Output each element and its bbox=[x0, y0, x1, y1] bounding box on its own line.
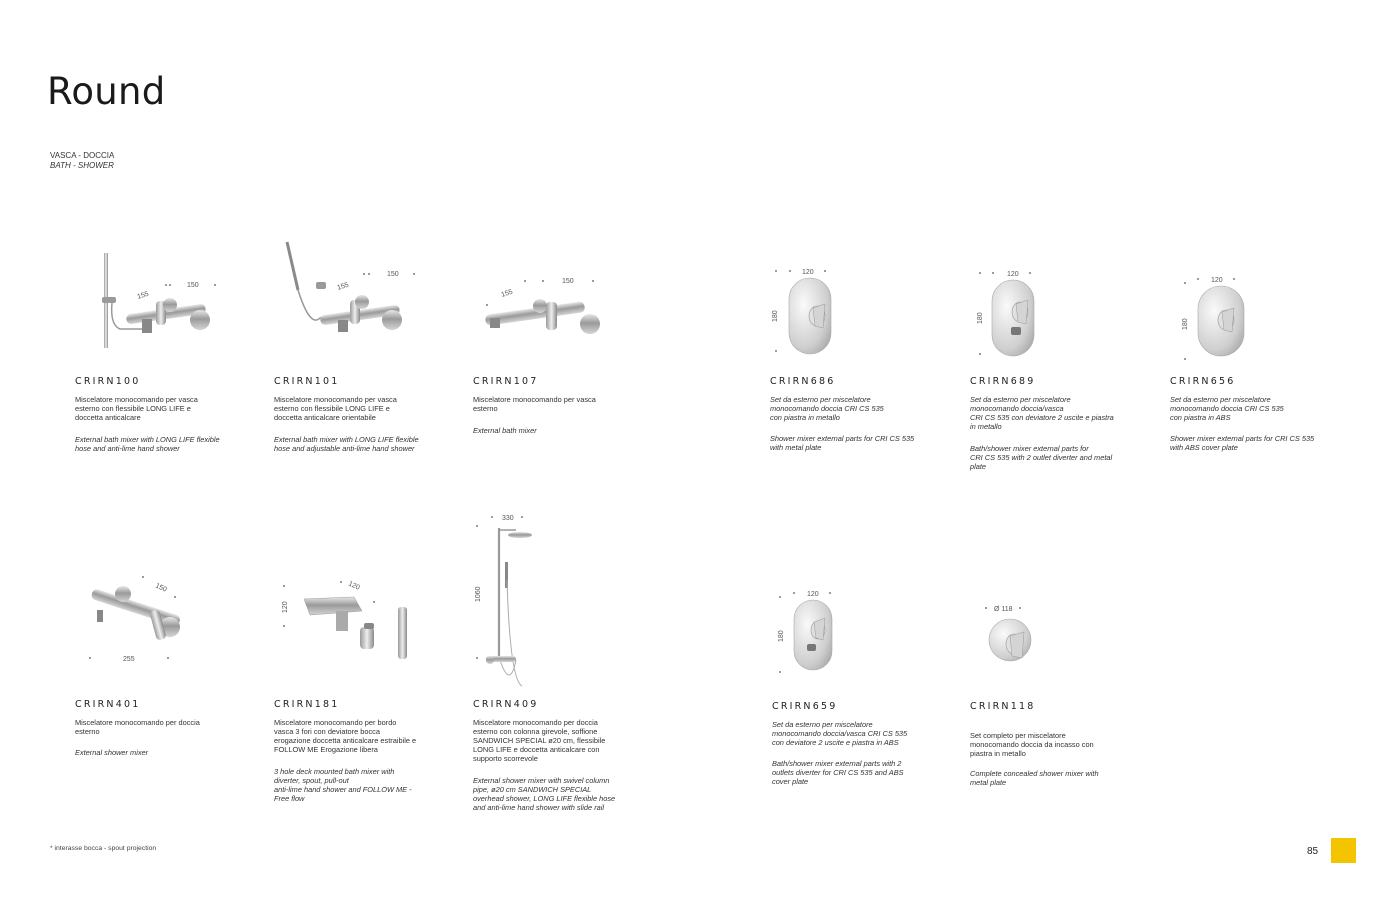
description-en: Shower mixer external parts for CRI CS 535 with ABS cover plate bbox=[1170, 434, 1315, 453]
product-code: CRIRN656 bbox=[1170, 376, 1236, 387]
shower-plate-drawing bbox=[1176, 270, 1256, 364]
bath-mixer-drawing bbox=[480, 270, 610, 355]
description-it: Miscelatore monocomando per bordo vasca 3 fori con deviatore bocca erogazione doccetta anticalcare estraibile e FOLLOW ME Erogazione libera bbox=[274, 718, 417, 755]
description-it: Miscelatore monocomando per vasca esterno con flessibile LONG LIFE e doccetta anticalcare orientabile bbox=[274, 395, 397, 423]
dimension-label: 255 bbox=[123, 656, 135, 663]
product-code: CRIRN401 bbox=[75, 699, 141, 710]
description-it: Set da esterno per miscelatore monocomando doccia/vasca CRI CS 535 con deviatore 2 uscite e piastra in ABS bbox=[772, 720, 908, 748]
page-title: Round bbox=[47, 70, 166, 113]
description-en: Bath/shower mixer external parts with 2 outlets diverter for CRI CS 535 and ABS cover plate bbox=[772, 759, 904, 787]
round-plate-drawing bbox=[980, 600, 1040, 670]
description-en: External bath mixer with LONG LIFE flexible hose and anti-lime hand shower bbox=[75, 435, 220, 454]
dimension-label: 155 bbox=[336, 281, 350, 292]
description-it: Miscelatore monocomando per doccia esterno con colonna girevole, soffione SANDWICH SPECIAL ø20 cm, flessibile LONG LIFE e doccetta anticalcare con supporto scorrevole bbox=[473, 718, 606, 764]
dimension-label: 180 bbox=[977, 312, 984, 324]
dimension-label: 120 bbox=[802, 269, 814, 276]
description-en: Bath/shower mixer external parts for CRI CS 535 with 2 outlet diverter and metal plate bbox=[970, 444, 1113, 472]
description-en: Shower mixer external parts for CRI CS 535 with metal plate bbox=[770, 434, 915, 453]
dimension-label: 150 bbox=[187, 282, 199, 289]
dimension-label: 120 bbox=[1211, 277, 1223, 284]
dimension-label: 150 bbox=[387, 271, 399, 278]
product-code: CRIRN409 bbox=[473, 699, 539, 710]
description-en: External shower mixer with swivel column pipe, ø20 cm SANDWICH SPECIAL overhead shower, LONG LIFE flexible hose and anti-lime hand shower with slide rail bbox=[473, 776, 616, 813]
dimension-label: 120 bbox=[807, 591, 819, 598]
description-it: Miscelatore monocomando per vasca esterno con flessibile LONG LIFE e doccetta anticalcare bbox=[75, 395, 198, 423]
description-en: 3 hole deck mounted bath mixer with diverter, spout, pull-out anti-lime hand shower and FOLLOW ME - Free flow bbox=[274, 767, 412, 804]
product-code: CRIRN100 bbox=[75, 376, 141, 387]
dimension-label: 180 bbox=[778, 630, 785, 642]
dimension-label: 150 bbox=[154, 582, 168, 594]
dimension-label: 155 bbox=[500, 288, 514, 299]
description-en: External bath mixer with LONG LIFE flexible hose and adjustable anti-lime hand shower bbox=[274, 435, 419, 454]
bath-mixer-drawing bbox=[280, 238, 425, 353]
description-it: Set da esterno per miscelatore monocomando doccia CRI CS 535 con piastra in ABS bbox=[1170, 395, 1284, 423]
description-en: External shower mixer bbox=[75, 748, 149, 757]
page-number: 85 bbox=[1307, 846, 1319, 857]
dimension-label: Ø 118 bbox=[994, 606, 1013, 613]
description-it: Set da esterno per miscelatore monocomando doccia/vasca CRI CS 535 con deviatore 2 uscite e piastra in metallo bbox=[970, 395, 1114, 432]
dimension-label: 120 bbox=[347, 580, 361, 592]
shower-plate-drawing bbox=[772, 584, 842, 680]
description-it: Miscelatore monocomando per doccia esterno bbox=[75, 718, 200, 737]
description-en: External bath mixer bbox=[473, 426, 537, 435]
shower-mixer-drawing bbox=[85, 572, 190, 667]
dimension-label: 120 bbox=[282, 601, 289, 613]
description-it: Miscelatore monocomando per vasca esterno bbox=[473, 395, 596, 414]
dimension-label: 180 bbox=[1182, 318, 1189, 330]
shower-plate-drawing bbox=[970, 264, 1050, 362]
dimension-label: 150 bbox=[562, 278, 574, 285]
product-code: CRIRN107 bbox=[473, 376, 539, 387]
product-code: CRIRN101 bbox=[274, 376, 340, 387]
dimension-label: 1060 bbox=[475, 586, 482, 602]
product-code: CRIRN686 bbox=[770, 376, 836, 387]
deck-mixer-drawing bbox=[278, 575, 418, 665]
description-it: Set completo per miscelatore monocomando doccia da incasso con piastra in metallo bbox=[970, 731, 1094, 759]
subtitle-en: BATH - SHOWER bbox=[50, 160, 114, 170]
page-marker bbox=[1331, 838, 1356, 863]
description-it: Set da esterno per miscelatore monocomando doccia CRI CS 535 con piastra in metallo bbox=[770, 395, 884, 423]
description-en: Complete concealed shower mixer with metal plate bbox=[970, 769, 1099, 788]
dimension-label: 120 bbox=[1007, 271, 1019, 278]
shower-plate-drawing bbox=[765, 262, 845, 360]
product-code: CRIRN689 bbox=[970, 376, 1036, 387]
dimension-label: 155 bbox=[136, 290, 150, 301]
dimension-label: 330 bbox=[502, 515, 514, 522]
bath-mixer-drawing bbox=[90, 245, 230, 355]
shower-column-drawing bbox=[470, 510, 550, 690]
product-code: CRIRN181 bbox=[274, 699, 340, 710]
subtitle-it: VASCA - DOCCIA bbox=[50, 151, 115, 160]
product-code: CRIRN659 bbox=[772, 701, 838, 712]
dimension-label: 180 bbox=[772, 310, 779, 322]
footnote: * interasse bocca - spout projection bbox=[50, 845, 157, 852]
section-subtitle bbox=[50, 151, 114, 170]
product-code: CRIRN118 bbox=[970, 701, 1036, 712]
